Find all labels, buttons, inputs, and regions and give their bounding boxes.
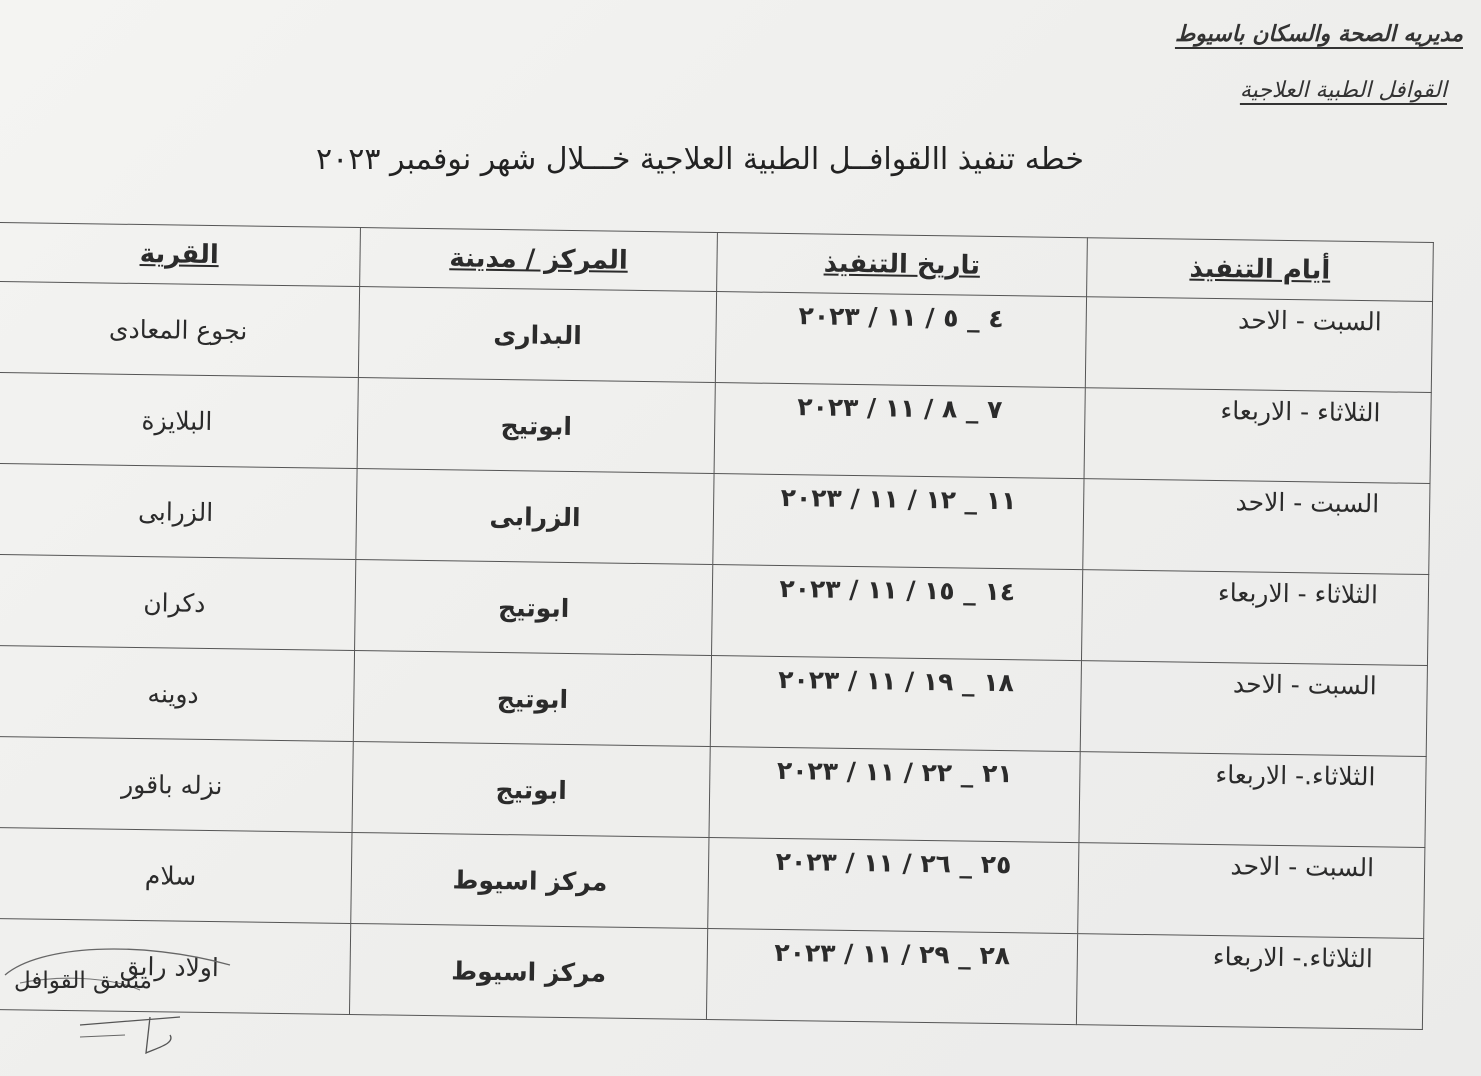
column-header-days: أيام التنفيذ [1087, 238, 1434, 302]
cell-village: دوينه [0, 645, 355, 741]
cell-date: ١٤ _ ١٥ / ١١ / ٢٠٢٣ [711, 565, 1082, 661]
cell-date: ١٨ _ ١٩ / ١١ / ٢٠٢٣ [710, 656, 1081, 752]
cell-center: مركز اسيوط [350, 923, 708, 1019]
cell-days: الثلاثاء - الاربعاء [1081, 570, 1428, 666]
cell-center: ابوتيج [355, 560, 713, 656]
page-title: خطه تنفيذ االقوافــل الطبية العلاجية خـــلال شهر نوفمبر ٢٠٢٣ [316, 142, 1084, 177]
coordinator-label: منسق القوافل [14, 968, 152, 994]
cell-center: ابوتيج [352, 742, 710, 838]
cell-days: الثلاثاء.- الاربعاء [1079, 752, 1426, 848]
cell-date: ٧ _ ٨ / ١١ / ٢٠٢٣ [714, 383, 1085, 479]
cell-date: ٢١ _ ٢٢ / ١١ / ٢٠٢٣ [709, 746, 1080, 842]
cell-center: مركز اسيوط [351, 833, 709, 929]
cell-date: ٢٨ _ ٢٩ / ١١ / ٢٠٢٣ [706, 928, 1077, 1024]
cell-date: ٤ _ ٥ / ١١ / ٢٠٢٣ [715, 292, 1086, 388]
cell-center: ابوتيج [354, 651, 712, 747]
cell-village: البلايزة [0, 372, 359, 468]
cell-days: السبت - الاحد [1078, 843, 1425, 939]
handwritten-signature [0, 935, 240, 1065]
directorate-header: مديريه الصحة والسكان باسيوط [1174, 22, 1463, 47]
cell-village: سلام [0, 827, 352, 923]
column-header-village: القرية [0, 223, 361, 287]
department-header: القوافل الطبية العلاجية [1239, 78, 1447, 103]
cell-village: اولاد رايق [0, 918, 351, 1014]
cell-days: السبت - الاحد [1080, 661, 1427, 757]
cell-village: نزله باقور [0, 736, 354, 832]
cell-date: ٢٥ _ ٢٦ / ١١ / ٢٠٢٣ [708, 837, 1079, 933]
cell-village: نجوع المعادى [0, 282, 360, 378]
cell-date: ١١ _ ١٢ / ١١ / ٢٠٢٣ [713, 474, 1084, 570]
cell-center: ابوتيج [357, 378, 715, 474]
caravan-schedule-table [0, 222, 1434, 1030]
column-header-center: المركز / مدينة [360, 228, 717, 292]
cell-days: الثلاثاء.- الاربعاء [1076, 934, 1423, 1030]
column-header-date: تاريخ التنفيذ [716, 233, 1087, 297]
cell-village: الزرابى [0, 463, 357, 559]
cell-village: دكران [0, 554, 356, 650]
cell-days: السبت - الاحد [1085, 297, 1432, 393]
cell-center: البدارى [359, 287, 717, 383]
cell-days: السبت - الاحد [1083, 479, 1430, 575]
cell-days: الثلاثاء - الاربعاء [1084, 388, 1431, 484]
cell-center: الزرابى [356, 469, 714, 565]
